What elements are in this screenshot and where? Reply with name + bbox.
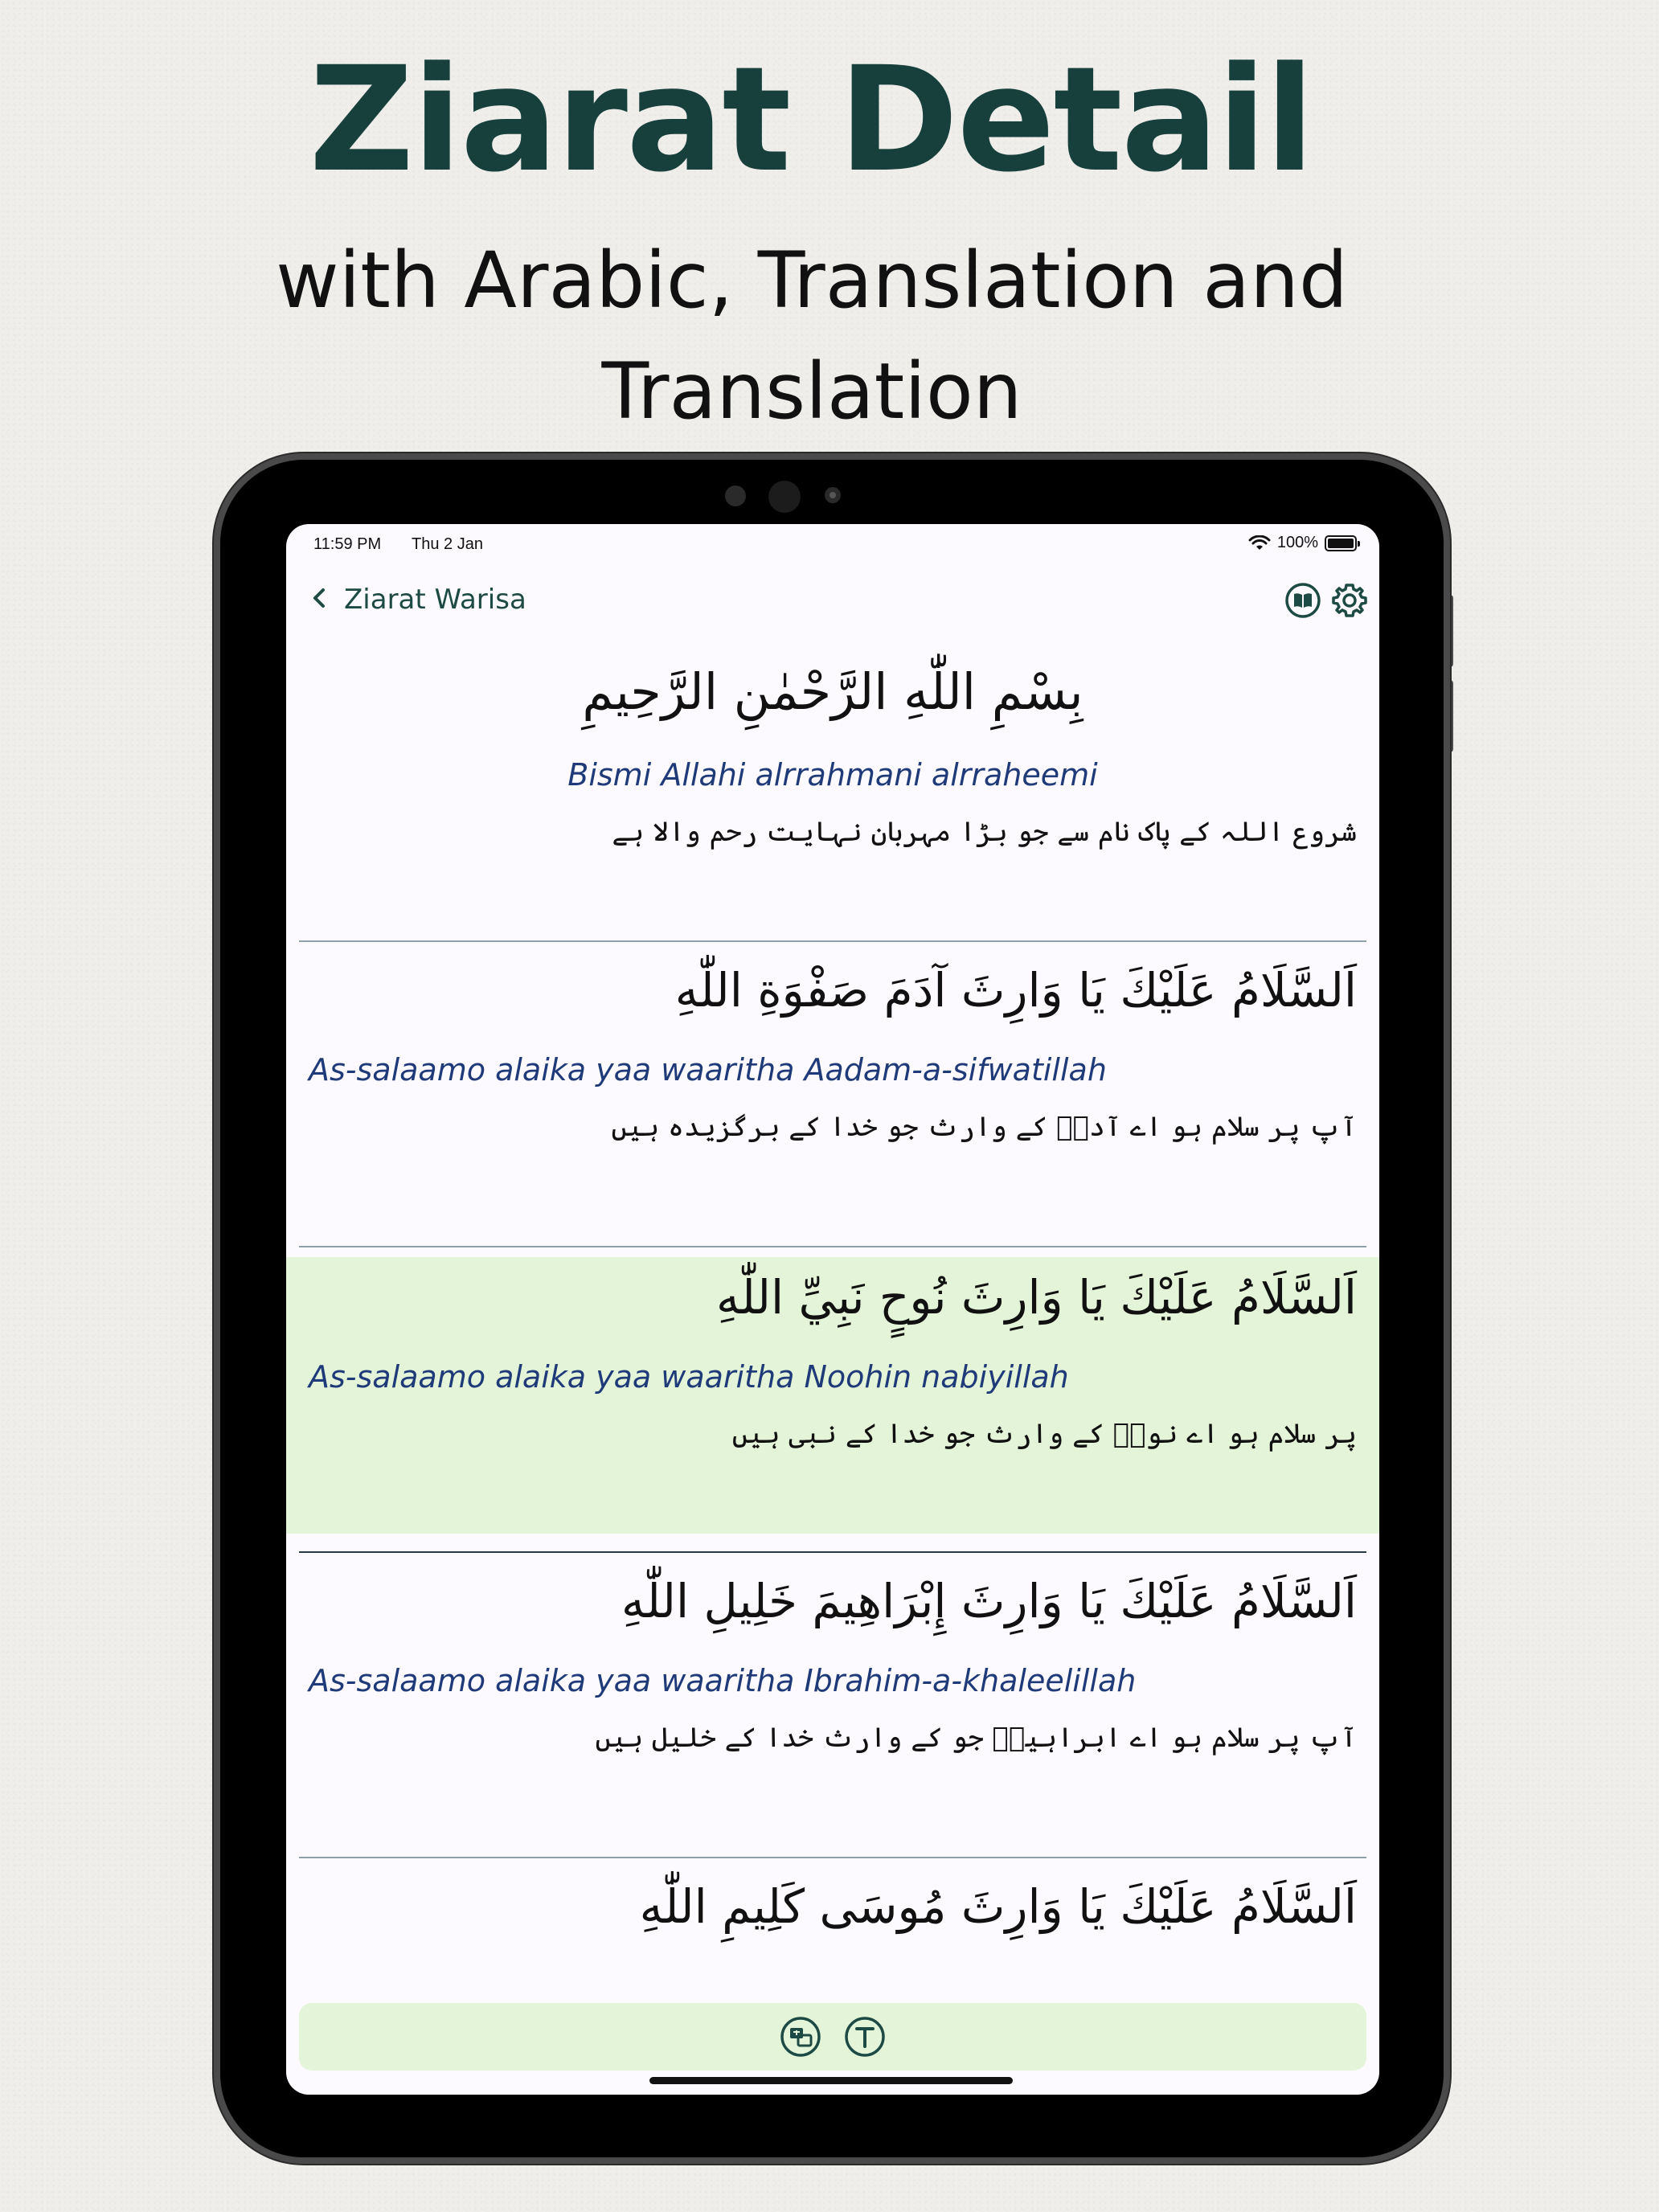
urdu-translation: پر سلام ہو اے نوحؑ کے وارث جو خدا کے نبی ہیں	[731, 1418, 1357, 1451]
home-indicator	[649, 2077, 1013, 2084]
urdu-translation: آپ پر سلام ہو اے آدمؑ کے وارث جو خدا کے برگزیدہ ہیں	[611, 1111, 1357, 1144]
translate-icon[interactable]	[780, 2016, 821, 2058]
bottom-toolbar	[299, 2003, 1366, 2071]
status-date: Thu 2 Jan	[412, 535, 483, 553]
book-icon[interactable]	[1284, 582, 1321, 619]
transliteration-text: Bismi Allahi alrrahmani alrraheemi	[567, 756, 1098, 793]
status-right	[1248, 534, 1357, 552]
battery-percent: 100%	[1276, 534, 1318, 551]
verse-row-5[interactable]	[286, 1858, 1379, 2019]
divider	[299, 1246, 1366, 1247]
transliteration-text: As-salaamo alaika yaa waaritha Ibrahim-a-khaleelillah	[309, 1662, 1137, 1698]
verse-row-3-highlighted[interactable]	[286, 1257, 1379, 1534]
transliteration-text: As-salaamo alaika yaa waaritha Noohin nabiyillah	[309, 1358, 1069, 1395]
row-gap	[286, 1247, 1379, 1257]
urdu-translation: شروع اللہ کے پاک نام سے جو بڑا مہربان نہایت رحم والا ہے	[612, 816, 1357, 849]
navigation-bar	[286, 564, 1379, 637]
camera-flash	[825, 487, 841, 503]
chevron-left-icon	[309, 582, 328, 614]
text-size-icon[interactable]	[844, 2016, 886, 2058]
device-volume-up	[1444, 595, 1453, 667]
hero-subtitle: with Arabic, Translation and Translation	[276, 236, 1348, 436]
gear-icon[interactable]	[1331, 582, 1368, 619]
camera-lens	[768, 481, 801, 513]
app-screen	[286, 524, 1379, 2095]
row-gap	[286, 1534, 1379, 1553]
page-title: Ziarat Warisa	[344, 584, 526, 616]
wifi-icon	[1248, 535, 1271, 551]
arabic-text: اَلسَّلَامُ عَلَيْكَ يَا وَارِثَ آدَمَ صَفْوَةِ اللّٰهِ	[674, 963, 1357, 1018]
back-button[interactable]	[309, 582, 333, 614]
verse-row-4[interactable]	[286, 1553, 1379, 1858]
arabic-text: اَلسَّلَامُ عَلَيْكَ يَا وَارِثَ مُوسَى كَلِيمِ اللّٰهِ	[639, 1879, 1357, 1934]
status-bar	[309, 530, 1357, 559]
battery-icon	[1325, 535, 1357, 551]
verse-list[interactable]	[286, 637, 1379, 2019]
verse-row-1[interactable]	[286, 637, 1379, 942]
status-time: 11:59 PM	[313, 535, 382, 553]
hero-title: Ziarat Detail	[309, 36, 1313, 204]
arabic-text: بِسْمِ اللّٰهِ الرَّحْمٰنِ الرَّحِيمِ	[582, 662, 1083, 721]
urdu-translation: آپ پر سلام ہو اے ابراہیمؑ جو کے وارث خدا کے خلیل ہیں	[595, 1722, 1357, 1755]
transliteration-text: As-salaamo alaika yaa waaritha Aadam-a-sifwatillah	[309, 1051, 1107, 1088]
arabic-text: اَلسَّلَامُ عَلَيْكَ يَا وَارِثَ إِبْرَاهِيمَ خَلِيلِ اللّٰهِ	[621, 1574, 1357, 1628]
camera-sensor	[725, 485, 746, 506]
arabic-text: اَلسَّلَامُ عَلَيْكَ يَا وَارِثَ نُوحٍ نَبِيِّ اللّٰهِ	[715, 1270, 1357, 1325]
verse-row-2[interactable]	[286, 942, 1379, 1247]
device-volume-down	[1444, 680, 1453, 752]
